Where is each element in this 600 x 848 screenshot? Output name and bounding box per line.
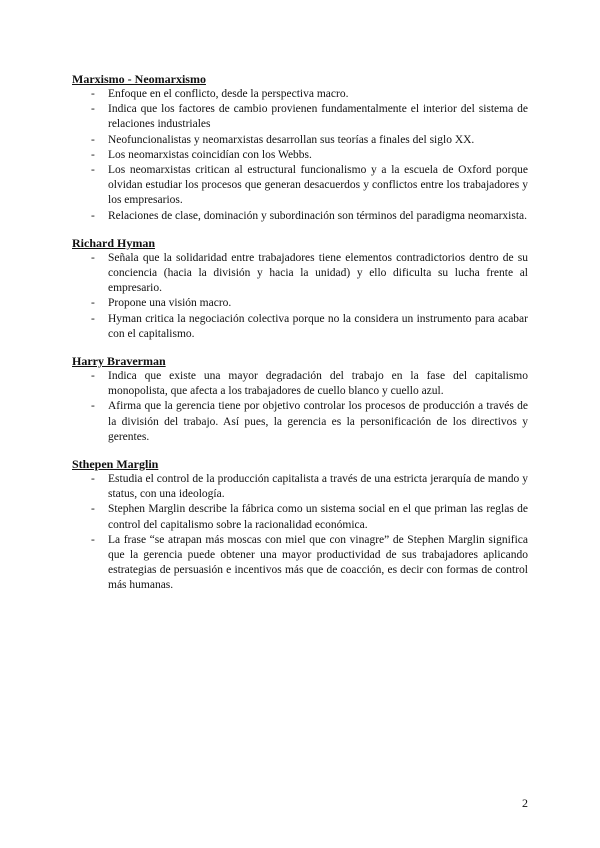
- list-item-text: Los neomarxistas critican al estructural funcionalismo y a la escuela de Oxford porque olvidan estudiar los procesos que generan desacuerdos y conflictos entre los trabajadores y los empresarios.: [108, 164, 528, 207]
- list-item-text: Relaciones de clase, dominación y subordinación son términos del paradigma neomarxista.: [108, 209, 527, 222]
- bullet-dash: -: [91, 533, 95, 546]
- list-item: [72, 399, 528, 445]
- list-item-text: Señala que la solidaridad entre trabajadores tiene elementos contradictorios dentro de su conciencia (hacia la división y hacia la unidad) y ello dificulta su lucha frente al empresario.: [108, 251, 528, 295]
- list-item: [72, 102, 528, 132]
- list-item-text: Afirma que la gerencia tiene por objetivo controlar los procesos de producción a través de la división del trabajo. Así pues, la gerencia es la personificación de los directivos y gerentes.: [108, 400, 528, 443]
- bullet-dash: -: [91, 312, 95, 325]
- list-item: [72, 251, 528, 297]
- list-item-text: Indica que los factores de cambio provienen fundamentalmente el interior del sistema de relaciones industriales: [108, 103, 528, 131]
- list-item: [72, 87, 528, 102]
- bullet-dash: -: [91, 400, 95, 413]
- list-item-text: Stephen Marglin describe la fábrica como un sistema social en el que priman las reglas de control del capitalismo sobre la racionalidad económica.: [108, 503, 528, 531]
- page-number: 2: [522, 796, 528, 810]
- bullet-list: [72, 369, 528, 445]
- list-item: [72, 472, 528, 502]
- list-item: [72, 296, 528, 311]
- bullet-dash: -: [91, 251, 95, 264]
- sections-container: [72, 72, 528, 594]
- section-heading: Sthepen Marglin: [72, 457, 159, 472]
- section-heading: Richard Hyman: [72, 235, 156, 250]
- list-item-text: Estudia el control de la producción capitalista a través de una estricta jerarquía de mando y status, con una ideología.: [108, 473, 528, 501]
- list-item: [72, 369, 528, 399]
- list-item: [72, 533, 528, 594]
- list-item-text: Indica que existe una mayor degradación del trabajo en la fase del capitalismo monopolista, que afecta a los trabajadores de cuello blanco y cuello azul.: [108, 370, 528, 398]
- bullet-dash: -: [91, 370, 95, 383]
- bullet-dash: -: [91, 503, 95, 516]
- list-item: [72, 163, 528, 209]
- list-item: [72, 209, 528, 224]
- bullet-dash: -: [91, 297, 95, 310]
- bullet-list: [72, 87, 528, 224]
- list-item: [72, 502, 528, 532]
- bullet-dash: -: [91, 164, 95, 177]
- list-item-text: Propone una visión macro.: [108, 297, 232, 310]
- section-heading: Harry Braverman: [72, 354, 166, 369]
- section: [72, 236, 528, 342]
- bullet-dash: -: [91, 209, 95, 222]
- list-item-text: La frase “se atrapan más moscas con miel que con vinagre” de Stephen Marglin significa que la gerencia puede obtener una mayor productividad de sus trabajadores aplicando estrategias de persuasión e incentivos más que de coacción, es decir con formas de control más humanas.: [108, 533, 528, 592]
- bullet-dash: -: [91, 148, 95, 161]
- section: [72, 72, 528, 224]
- list-item-text: Neofuncionalistas y neomarxistas desarrollan sus teorías a finales del siglo XX.: [108, 133, 475, 146]
- list-item-text: Los neomarxistas coincidían con los Webbs.: [108, 148, 312, 161]
- bullet-dash: -: [91, 103, 95, 116]
- bullet-dash: -: [91, 473, 95, 486]
- list-item-text: Hyman critica la negociación colectiva porque no la considera un instrumento para acabar con el capitalismo.: [108, 312, 528, 340]
- section: [72, 354, 528, 445]
- bullet-list: [72, 251, 528, 342]
- list-item: [72, 312, 528, 342]
- document-page: [72, 72, 528, 606]
- section-heading: Marxismo - Neomarxismo: [72, 72, 206, 86]
- bullet-dash: -: [91, 133, 95, 146]
- list-item-text: Enfoque en el conflicto, desde la perspectiva macro.: [108, 88, 349, 100]
- bullet-list: [72, 472, 528, 594]
- section: [72, 457, 528, 594]
- bullet-dash: -: [91, 88, 95, 100]
- list-item: [72, 133, 528, 148]
- list-item: [72, 148, 528, 163]
